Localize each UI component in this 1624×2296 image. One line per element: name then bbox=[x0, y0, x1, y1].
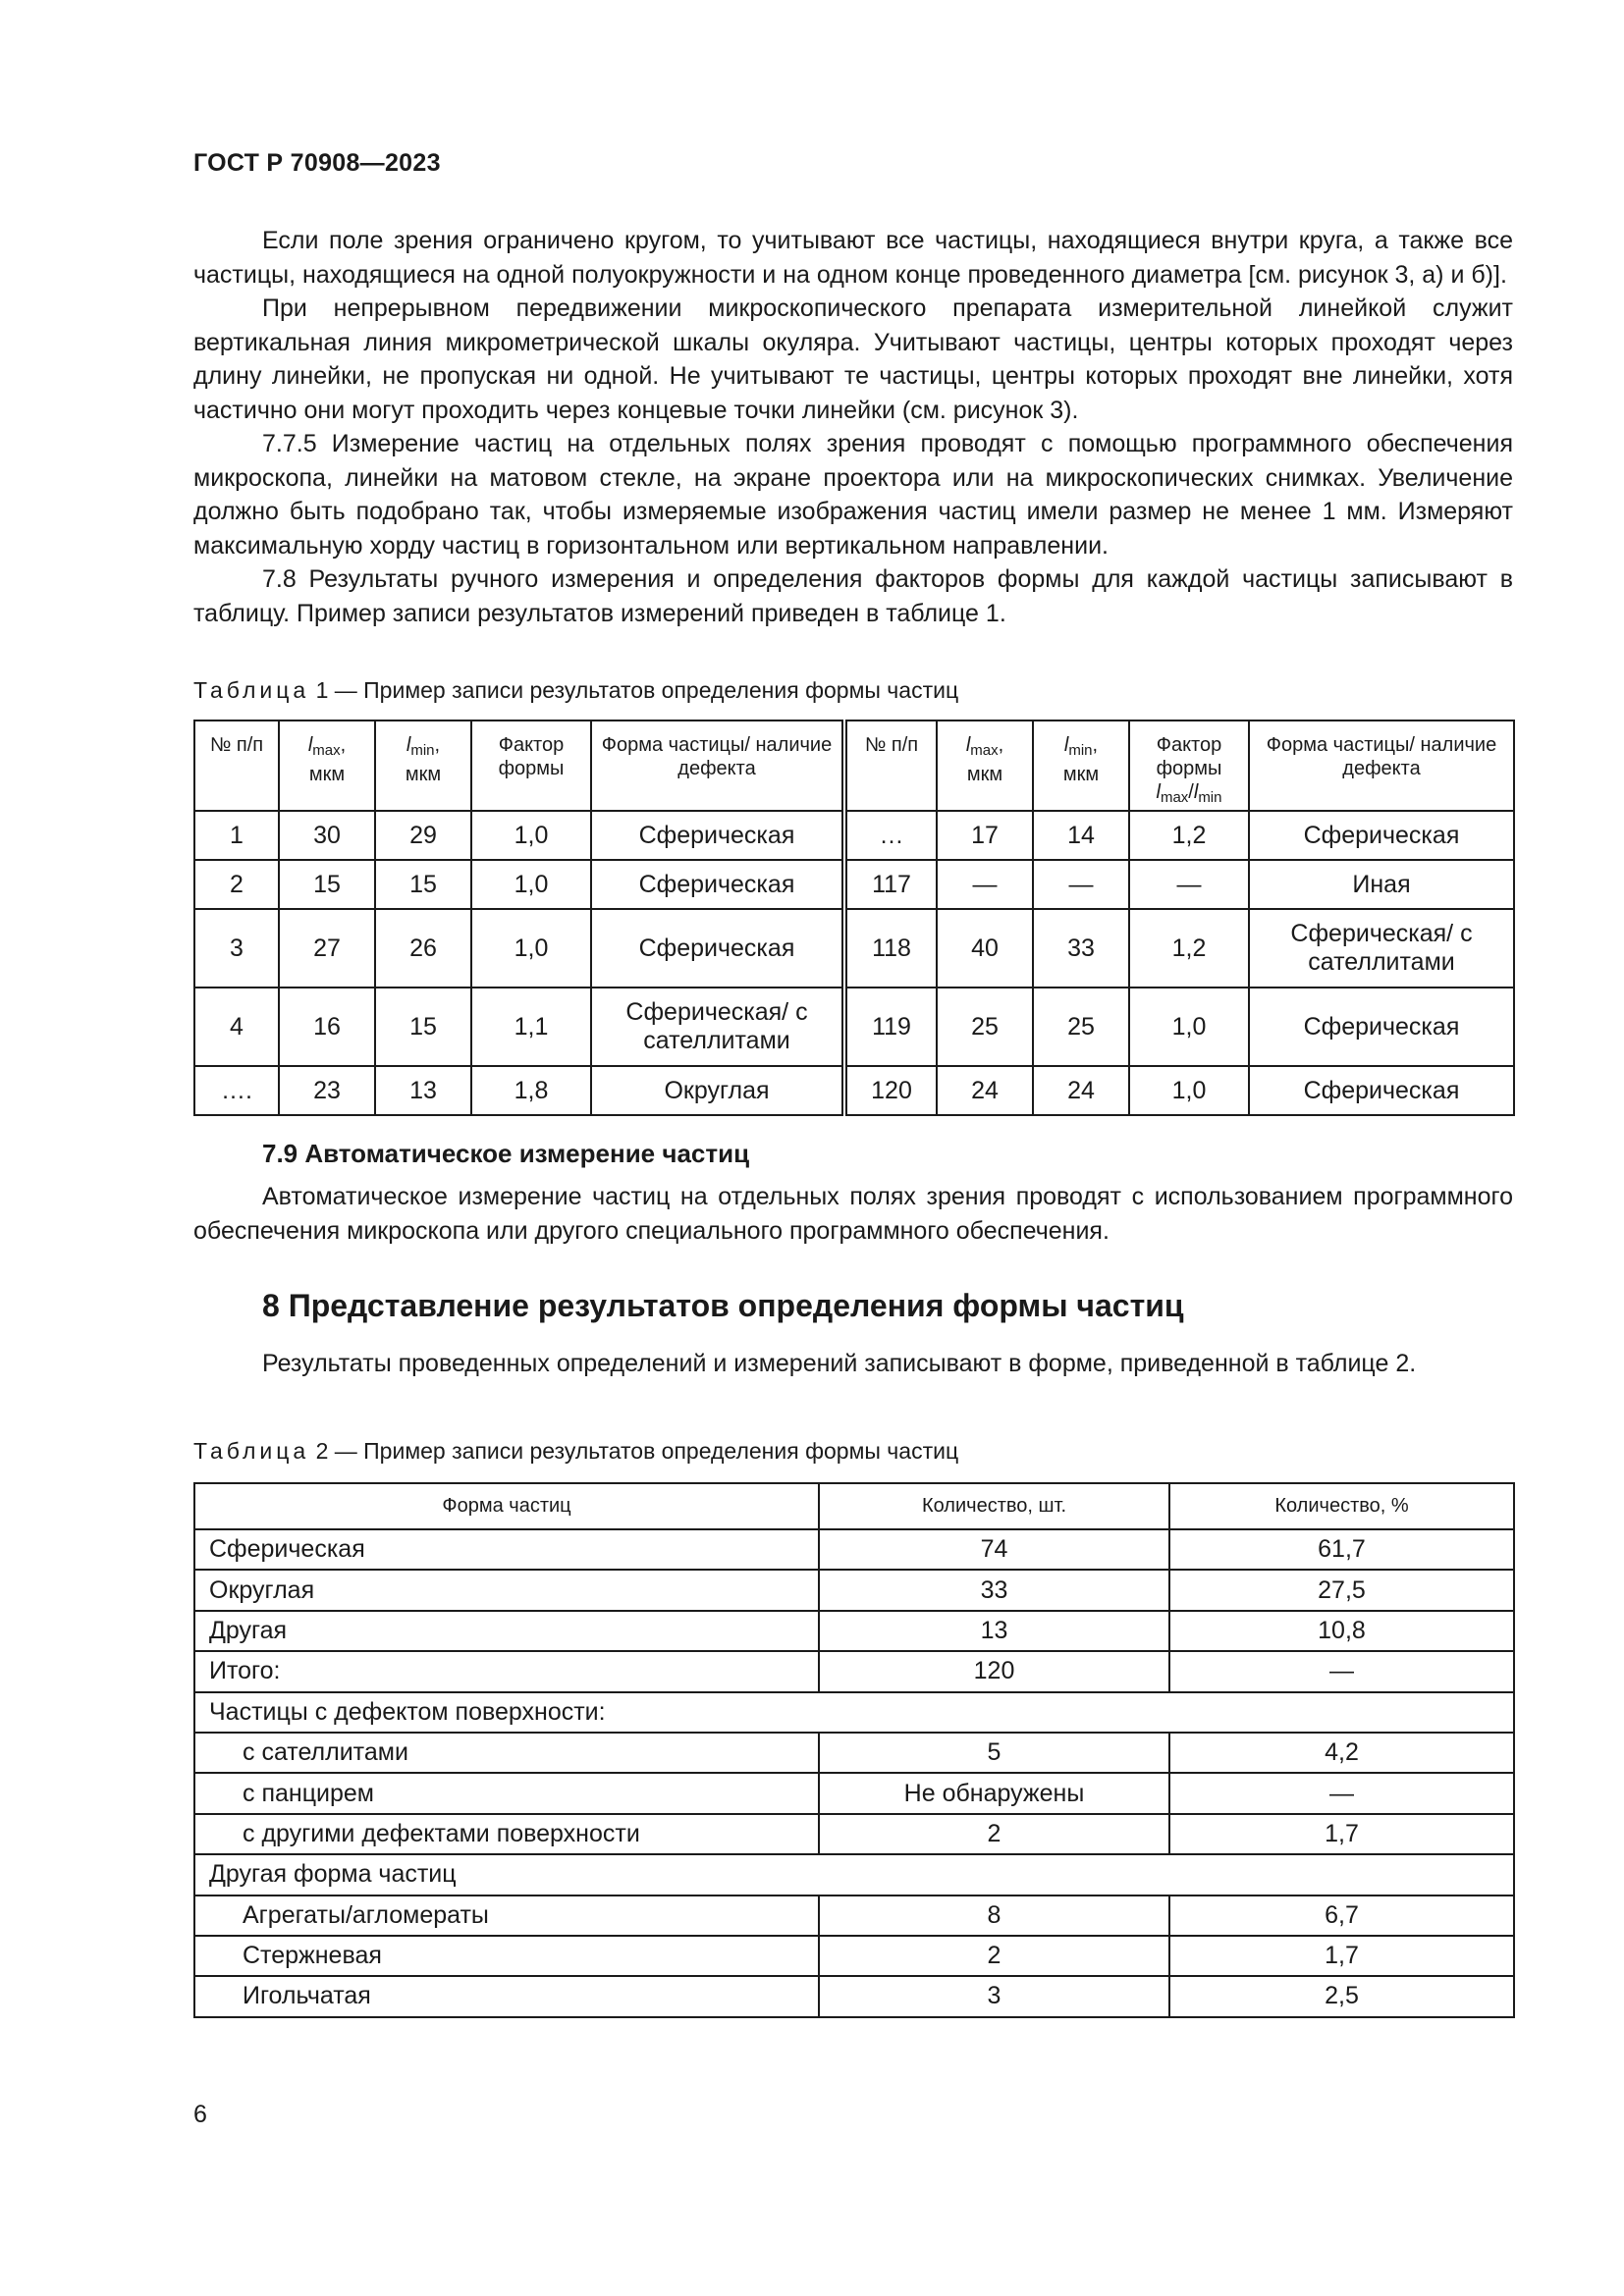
table-cell: 1,0 bbox=[471, 909, 591, 988]
table-cell: Сферическая bbox=[1249, 1066, 1514, 1115]
table2-caption bbox=[193, 1438, 958, 1465]
table-cell: 1,8 bbox=[471, 1066, 591, 1115]
table-row bbox=[194, 1611, 1514, 1651]
table-2 bbox=[193, 1482, 1515, 2018]
table-cell: 1,0 bbox=[1129, 1066, 1249, 1115]
table-cell: 16 bbox=[279, 988, 375, 1066]
table-cell: … bbox=[844, 811, 937, 860]
row-qty: 2 bbox=[819, 1936, 1169, 1976]
paragraph: Результаты проведенных определений и измерений записывают в форме, приведенной в таблице 2. bbox=[262, 1350, 1417, 1377]
row-label: Частицы с дефектом поверхности: bbox=[194, 1692, 1514, 1733]
table-cell: Сферическая bbox=[1249, 811, 1514, 860]
page-number: 6 bbox=[193, 2101, 207, 2128]
paragraph: Автоматическое измерение частиц на отдельных полях зрения проводят с использованием программного обеспечения микроскопа или другого специального программного обеспечения. bbox=[193, 1183, 1513, 1245]
row-label: Агрегаты/агломераты bbox=[194, 1896, 819, 1936]
row-qty: 120 bbox=[819, 1651, 1169, 1691]
header-qty: Количество, шт. bbox=[819, 1483, 1169, 1529]
table-cell: 30 bbox=[279, 811, 375, 860]
table-cell: Сферическая bbox=[1249, 988, 1514, 1066]
row-pct: 1,7 bbox=[1169, 1814, 1514, 1854]
paragraph: Если поле зрения ограничено кругом, то учитывают все частицы, находящиеся внутри круга, а также все частицы, находящиеся на одной полуокружности и на одном конце проведенного диаметра [см. рисунок 3, а) и б)]. bbox=[193, 227, 1513, 289]
header-lmax: $l_{max}$, мкм bbox=[937, 721, 1033, 811]
table-cell: — bbox=[937, 860, 1033, 909]
table-cell: Сферическая bbox=[591, 909, 844, 988]
row-qty: 2 bbox=[819, 1814, 1169, 1854]
table-cell: 1,0 bbox=[1129, 988, 1249, 1066]
table-row bbox=[194, 1529, 1514, 1570]
table-cell: 1,0 bbox=[471, 811, 591, 860]
table-cell: 2 bbox=[194, 860, 279, 909]
row-label: Игольчатая bbox=[194, 1976, 819, 2016]
table-row bbox=[194, 1814, 1514, 1854]
table-row bbox=[194, 1976, 1514, 2016]
table-cell: 15 bbox=[375, 988, 471, 1066]
paragraph: 7.7.5 Измерение частиц на отдельных полях зрения проводят с помощью программного обеспечения микроскопа, линейки на матовом стекле, на экране проектора или на микроскопических снимках. Увеличение должно быть подобрано так, чтобы измеряемые изображения частиц имели размер не менее 1 мм. Измеряют максимальную хорду частиц в горизонтальном или вертикальном направлении. bbox=[193, 430, 1513, 560]
row-label: с панцирем bbox=[194, 1773, 819, 1813]
table-cell: Сферическая bbox=[591, 811, 844, 860]
table-cell: 17 bbox=[937, 811, 1033, 860]
section-8-heading: 8 Представление результатов определения формы частиц bbox=[262, 1288, 1184, 1323]
table1-body bbox=[194, 811, 1514, 1115]
row-pct: — bbox=[1169, 1651, 1514, 1691]
table-row bbox=[194, 1854, 1514, 1895]
table-row bbox=[194, 1692, 1514, 1733]
table-row bbox=[194, 988, 1514, 1066]
table-1 bbox=[193, 720, 1515, 1116]
section-8-text-block bbox=[193, 1347, 1513, 1381]
table-cell: 4 bbox=[194, 988, 279, 1066]
row-qty: 33 bbox=[819, 1570, 1169, 1610]
row-qty: 8 bbox=[819, 1896, 1169, 1936]
row-qty: 74 bbox=[819, 1529, 1169, 1570]
table-cell: 117 bbox=[844, 860, 937, 909]
table2-caption-text: 2 — Пример записи результатов определения формы частиц bbox=[309, 1438, 959, 1464]
paragraph: При непрерывном передвижении микроскопического препарата измерительной линейкой служит вертикальная линия микрометрической шкалы окуляра. Учитывают частицы, центры которых проходят через длину линейки, не пропуская ни одной. Не учитывают те частицы, центры которых проходят вне линейки, хотя частично они могут проходить через концевые точки линейки (см. рисунок 3). bbox=[193, 294, 1513, 424]
header-lmin: $l_{min}$, мкм bbox=[375, 721, 471, 811]
table1-caption bbox=[193, 677, 958, 704]
row-pct: — bbox=[1169, 1773, 1514, 1813]
row-pct: 2,5 bbox=[1169, 1976, 1514, 2016]
table-cell: 1,2 bbox=[1129, 811, 1249, 860]
row-qty: Не обнаружены bbox=[819, 1773, 1169, 1813]
table-cell: 14 bbox=[1033, 811, 1129, 860]
table-row bbox=[194, 909, 1514, 988]
table2-body bbox=[194, 1529, 1514, 2017]
paragraph: 7.8 Результаты ручного измерения и определения факторов формы для каждой частицы записывают в таблицу. Пример записи результатов измерений приведен в таблице 1. bbox=[193, 565, 1513, 627]
table-cell: Сферическая/ с сателлитами bbox=[591, 988, 844, 1066]
table-cell: 24 bbox=[937, 1066, 1033, 1115]
table-row bbox=[194, 1066, 1514, 1115]
table1-caption-text: 1 — Пример записи результатов определения формы частиц bbox=[309, 677, 959, 703]
header-pct: Количество, % bbox=[1169, 1483, 1514, 1529]
table-cell: 1,2 bbox=[1129, 909, 1249, 988]
table-cell: 15 bbox=[279, 860, 375, 909]
table2-caption-word: Таблица bbox=[193, 1438, 310, 1464]
row-pct: 10,8 bbox=[1169, 1611, 1514, 1651]
table-cell: 25 bbox=[937, 988, 1033, 1066]
table-cell: 119 bbox=[844, 988, 937, 1066]
row-label: Другая bbox=[194, 1611, 819, 1651]
section-7-9-heading: 7.9 Автоматическое измерение частиц bbox=[262, 1139, 750, 1168]
table-cell: 1 bbox=[194, 811, 279, 860]
table1-caption-word: Таблица bbox=[193, 677, 310, 703]
row-pct: 4,2 bbox=[1169, 1733, 1514, 1773]
table-cell: …. bbox=[194, 1066, 279, 1115]
header-factor: Фактор формы bbox=[471, 721, 591, 811]
table-cell: Сферическая bbox=[591, 860, 844, 909]
header-form: Форма частицы/ наличие дефекта bbox=[591, 721, 844, 811]
table-cell: 26 bbox=[375, 909, 471, 988]
table2-header-row bbox=[194, 1483, 1514, 1529]
table-row bbox=[194, 1733, 1514, 1773]
table-cell: 29 bbox=[375, 811, 471, 860]
row-label: Округлая bbox=[194, 1570, 819, 1610]
table-cell: 3 bbox=[194, 909, 279, 988]
table1-header-row bbox=[194, 721, 1514, 811]
row-label: Другая форма частиц bbox=[194, 1854, 1514, 1895]
row-label: с сателлитами bbox=[194, 1733, 819, 1773]
table-cell: 23 bbox=[279, 1066, 375, 1115]
row-pct: 27,5 bbox=[1169, 1570, 1514, 1610]
header-lmax: $l_{max}$, мкм bbox=[279, 721, 375, 811]
header-form: Форма частицы/ наличие дефекта bbox=[1249, 721, 1514, 811]
table-cell: 24 bbox=[1033, 1066, 1129, 1115]
section-7-9-text-block bbox=[193, 1180, 1513, 1248]
body-text-top bbox=[193, 224, 1513, 630]
table-row bbox=[194, 1896, 1514, 1936]
row-pct: 61,7 bbox=[1169, 1529, 1514, 1570]
table-row bbox=[194, 1773, 1514, 1813]
header-form: Форма частиц bbox=[194, 1483, 819, 1529]
table-cell: — bbox=[1129, 860, 1249, 909]
table-cell: Округлая bbox=[591, 1066, 844, 1115]
table-cell: 27 bbox=[279, 909, 375, 988]
row-pct: 1,7 bbox=[1169, 1936, 1514, 1976]
row-label: Итого: bbox=[194, 1651, 819, 1691]
header-num: № п/п bbox=[194, 721, 279, 811]
table-row bbox=[194, 1651, 1514, 1691]
row-pct: 6,7 bbox=[1169, 1896, 1514, 1936]
table-row bbox=[194, 1570, 1514, 1610]
table-cell: 1,0 bbox=[471, 860, 591, 909]
document-header: ГОСТ Р 70908—2023 bbox=[193, 149, 441, 177]
table-cell: Сферическая/ с сателлитами bbox=[1249, 909, 1514, 988]
row-qty: 3 bbox=[819, 1976, 1169, 2016]
table-cell: 13 bbox=[375, 1066, 471, 1115]
header-lmin: $l_{min}$, мкм bbox=[1033, 721, 1129, 811]
table-cell: 1,1 bbox=[471, 988, 591, 1066]
table-cell: — bbox=[1033, 860, 1129, 909]
table-cell: 118 bbox=[844, 909, 937, 988]
row-qty: 5 bbox=[819, 1733, 1169, 1773]
table-row bbox=[194, 1936, 1514, 1976]
header-factor-ratio: Фактор формы $l_{max}/l_{min}$ bbox=[1129, 721, 1249, 811]
table-cell: 25 bbox=[1033, 988, 1129, 1066]
table-cell: 33 bbox=[1033, 909, 1129, 988]
table-cell: 120 bbox=[844, 1066, 937, 1115]
row-label: Сферическая bbox=[194, 1529, 819, 1570]
row-label: Стержневая bbox=[194, 1936, 819, 1976]
table-cell: 40 bbox=[937, 909, 1033, 988]
row-label: с другими дефектами поверхности bbox=[194, 1814, 819, 1854]
table-cell: Иная bbox=[1249, 860, 1514, 909]
table-row bbox=[194, 811, 1514, 860]
header-num: № п/п bbox=[844, 721, 937, 811]
table-cell: 15 bbox=[375, 860, 471, 909]
table-row bbox=[194, 860, 1514, 909]
row-qty: 13 bbox=[819, 1611, 1169, 1651]
